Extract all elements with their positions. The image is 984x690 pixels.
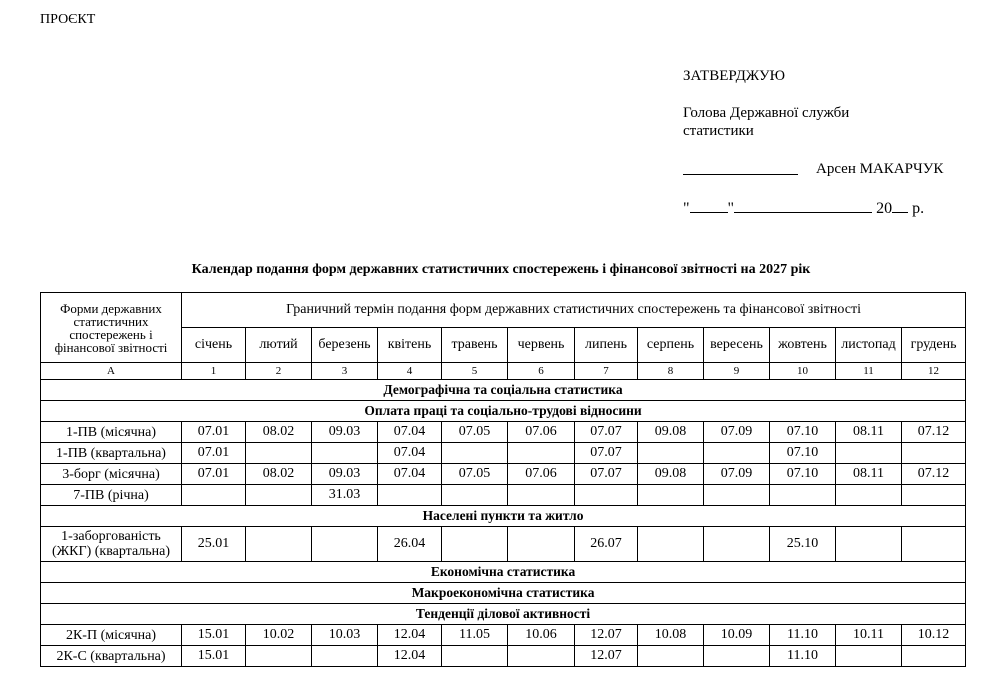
deadline-cell: 08.11 <box>836 464 902 485</box>
column-index: 9 <box>704 363 770 380</box>
approver-position <box>683 104 849 140</box>
section-row <box>41 380 966 401</box>
deadline-cell: 09.03 <box>312 422 378 443</box>
month-header: серпень <box>638 328 704 363</box>
table-row <box>41 443 966 464</box>
deadline-cell: 09.08 <box>638 422 704 443</box>
section-title: Економічна статистика <box>41 562 966 583</box>
deadline-cell: 07.12 <box>902 464 966 485</box>
table-row <box>41 646 966 667</box>
section-row <box>41 506 966 527</box>
deadline-cell <box>312 527 378 562</box>
form-name-line: 1-заборгованість <box>61 529 161 544</box>
deadline-cell: 10.11 <box>836 625 902 646</box>
section-title: Тенденції ділової активності <box>41 604 966 625</box>
column-index: 12 <box>902 363 966 380</box>
approver-position-line2: статистики <box>683 123 754 139</box>
deadline-cell <box>312 443 378 464</box>
deadline-cell <box>902 485 966 506</box>
month-header: березень <box>312 328 378 363</box>
deadline-cell: 11.05 <box>442 625 508 646</box>
table-row <box>41 625 966 646</box>
section-row <box>41 401 966 422</box>
month-header: вересень <box>704 328 770 363</box>
deadline-cell <box>704 646 770 667</box>
form-column-header: Форми державних статистичних спостережень і фінансової звітності <box>41 293 182 363</box>
section-row <box>41 562 966 583</box>
deadline-cell <box>246 527 312 562</box>
deadline-cell: 07.10 <box>770 422 836 443</box>
deadline-cell <box>378 485 442 506</box>
draft-label: ПРОЄКТ <box>40 12 96 27</box>
date-day-blank <box>690 198 728 213</box>
deadline-cell: 26.07 <box>575 527 638 562</box>
deadline-cell: 08.02 <box>246 464 312 485</box>
form-name: 1-ПВ (квартальна) <box>41 443 182 464</box>
form-name <box>41 527 182 562</box>
month-header: жовтень <box>770 328 836 363</box>
calendar-table <box>40 292 966 667</box>
deadline-cell: 10.03 <box>312 625 378 646</box>
column-index: 4 <box>378 363 442 380</box>
deadline-cell: 07.01 <box>182 443 246 464</box>
deadline-cell: 07.10 <box>770 443 836 464</box>
deadline-cell: 12.04 <box>378 625 442 646</box>
month-header: лютий <box>246 328 312 363</box>
deadline-cell: 07.12 <box>902 422 966 443</box>
deadline-cell <box>442 485 508 506</box>
approver-name: Арсен МАКАРЧУК <box>816 161 944 177</box>
deadline-cell: 10.08 <box>638 625 704 646</box>
deadline-cell: 07.09 <box>704 464 770 485</box>
table-row <box>41 464 966 485</box>
column-index: А <box>41 363 182 380</box>
deadline-cell: 08.11 <box>836 422 902 443</box>
deadline-cell: 11.10 <box>770 625 836 646</box>
deadline-cell: 09.03 <box>312 464 378 485</box>
form-name: 1-ПВ (місячна) <box>41 422 182 443</box>
deadline-cell <box>836 527 902 562</box>
section-title: Населені пункти та житло <box>41 506 966 527</box>
form-name-line: (ЖКГ) (квартальна) <box>51 544 171 559</box>
deadline-cell <box>508 443 575 464</box>
deadline-cell <box>442 527 508 562</box>
section-row <box>41 583 966 604</box>
deadline-cell: 08.02 <box>246 422 312 443</box>
column-index: 11 <box>836 363 902 380</box>
deadline-cell <box>442 646 508 667</box>
deadline-cell: 15.01 <box>182 646 246 667</box>
signature-line <box>683 160 953 180</box>
deadline-cell <box>704 443 770 464</box>
month-header: січень <box>182 328 246 363</box>
approval-title: ЗАТВЕРДЖУЮ <box>683 68 786 84</box>
column-index: 3 <box>312 363 378 380</box>
month-header: травень <box>442 328 508 363</box>
deadline-cell: 12.07 <box>575 646 638 667</box>
column-index: 2 <box>246 363 312 380</box>
deadline-cell <box>508 485 575 506</box>
date-year-blank <box>892 198 908 213</box>
deadline-cell: 10.02 <box>246 625 312 646</box>
deadline-cell <box>836 646 902 667</box>
deadline-cell <box>246 485 312 506</box>
table-row <box>41 485 966 506</box>
deadline-cell <box>902 527 966 562</box>
deadline-cell: 07.07 <box>575 464 638 485</box>
column-index: 7 <box>575 363 638 380</box>
deadline-cell: 26.04 <box>378 527 442 562</box>
deadline-cell <box>902 443 966 464</box>
deadline-header: Граничний термін подання форм державних статистичних спостережень та фінансової звітності <box>182 293 966 328</box>
deadline-cell: 07.05 <box>442 422 508 443</box>
deadline-cell: 07.07 <box>575 443 638 464</box>
month-header: грудень <box>902 328 966 363</box>
deadline-cell: 07.07 <box>575 422 638 443</box>
deadline-cell <box>638 646 704 667</box>
deadline-cell <box>704 527 770 562</box>
deadline-cell <box>704 485 770 506</box>
date-month-blank <box>734 198 872 213</box>
deadline-cell <box>638 485 704 506</box>
approver-position-line1: Голова Державної служби <box>683 105 850 121</box>
deadline-cell: 07.04 <box>378 443 442 464</box>
deadline-cell: 07.01 <box>182 464 246 485</box>
deadline-cell: 15.01 <box>182 625 246 646</box>
table-row <box>41 422 966 443</box>
deadline-cell: 07.04 <box>378 422 442 443</box>
deadline-cell: 07.09 <box>704 422 770 443</box>
column-index: 8 <box>638 363 704 380</box>
month-header: червень <box>508 328 575 363</box>
date-close-quote: " <box>727 200 735 217</box>
column-index: 10 <box>770 363 836 380</box>
deadline-cell: 10.06 <box>508 625 575 646</box>
deadline-cell: 12.04 <box>378 646 442 667</box>
deadline-cell: 07.06 <box>508 422 575 443</box>
month-header: липень <box>575 328 638 363</box>
form-name: 3-борг (місячна) <box>41 464 182 485</box>
deadline-cell <box>508 646 575 667</box>
form-name: 2К-С (квартальна) <box>41 646 182 667</box>
table-row <box>41 527 966 562</box>
approval-date-line <box>683 198 924 218</box>
deadline-cell: 11.10 <box>770 646 836 667</box>
deadline-cell <box>902 646 966 667</box>
deadline-cell: 07.04 <box>378 464 442 485</box>
deadline-cell: 31.03 <box>312 485 378 506</box>
deadline-cell <box>836 485 902 506</box>
date-open-quote: " <box>683 200 690 217</box>
deadline-cell <box>836 443 902 464</box>
deadline-cell <box>182 485 246 506</box>
deadline-cell: 07.06 <box>508 464 575 485</box>
deadline-cell: 12.07 <box>575 625 638 646</box>
section-row <box>41 604 966 625</box>
column-index: 1 <box>182 363 246 380</box>
section-title: Макроекономічна статистика <box>41 583 966 604</box>
deadline-cell: 10.09 <box>704 625 770 646</box>
deadline-cell <box>442 443 508 464</box>
deadline-cell <box>638 443 704 464</box>
date-year-prefix: 20 <box>876 200 893 217</box>
month-header: квітень <box>378 328 442 363</box>
column-index: 5 <box>442 363 508 380</box>
deadline-cell <box>246 443 312 464</box>
form-name: 2К-П (місячна) <box>41 625 182 646</box>
column-index: 6 <box>508 363 575 380</box>
deadline-cell <box>312 646 378 667</box>
deadline-cell: 07.10 <box>770 464 836 485</box>
section-title: Демографічна та соціальна статистика <box>41 380 966 401</box>
section-title: Оплата праці та соціально-трудові відносини <box>41 401 966 422</box>
deadline-cell <box>770 485 836 506</box>
deadline-cell <box>508 527 575 562</box>
deadline-cell <box>575 485 638 506</box>
deadline-cell: 07.05 <box>442 464 508 485</box>
month-header: листопад <box>836 328 902 363</box>
deadline-cell: 09.08 <box>638 464 704 485</box>
date-year-suffix: р. <box>912 200 925 217</box>
deadline-cell <box>246 646 312 667</box>
deadline-cell: 10.12 <box>902 625 966 646</box>
deadline-cell: 07.01 <box>182 422 246 443</box>
deadline-cell: 25.10 <box>770 527 836 562</box>
deadline-cell <box>638 527 704 562</box>
document-title: Календар подання форм державних статистичних спостережень і фінансової звітності на 2027 рік <box>191 262 811 277</box>
signature-blank <box>683 160 798 175</box>
form-name: 7-ПВ (річна) <box>41 485 182 506</box>
deadline-cell: 25.01 <box>182 527 246 562</box>
